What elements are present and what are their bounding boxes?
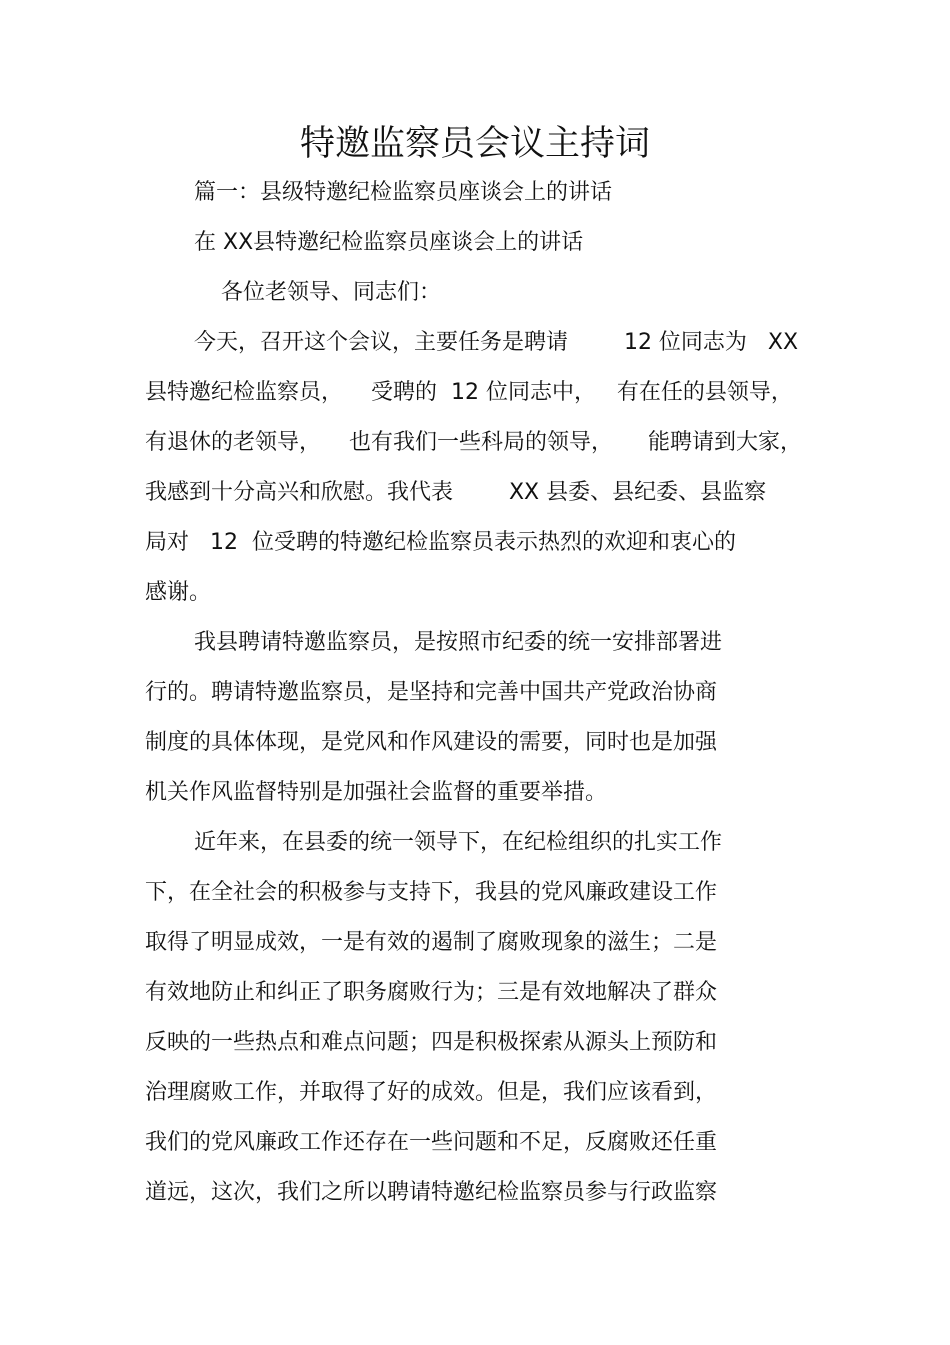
paragraph-line: 今天，召开这个会议，主要任务是聘请 12 位同志为 XX <box>194 330 799 355</box>
paragraph-line: 治理腐败工作，并取得了好的成效。但是，我们应该看到， <box>145 1080 718 1105</box>
paragraph-line: 近年来，在县委的统一领导下，在纪检组织的扎实工作 <box>194 830 723 855</box>
paragraph-line: 有效地防止和纠正了职务腐败行为；三是有效地解决了群众 <box>145 980 718 1005</box>
paragraph-line: 行的。聘请特邀监察员，是坚持和完善中国共产党政治协商 <box>145 680 718 705</box>
document-subtitle: 篇一：县级特邀纪检监察员座谈会上的讲话 <box>194 180 613 205</box>
paragraph-line: 我县聘请特邀监察员，是按照市纪委的统一安排部署进 <box>194 630 723 655</box>
paragraph-line: 我感到十分高兴和欣慰。我代表 XX 县委、县纪委、县监察 <box>145 480 767 505</box>
paragraph-line: 取得了明显成效，一是有效的遏制了腐败现象的滋生；二是 <box>145 930 718 955</box>
salutation: 各位老领导、同志们： <box>221 280 442 305</box>
paragraph-line: 机关作风监督特别是加强社会监督的重要举措。 <box>145 780 608 805</box>
paragraph-line: 有退休的老领导， 也有我们一些科局的领导， 能聘请到大家， <box>145 430 802 455</box>
document-title: 特邀监察员会议主持词 <box>299 124 650 164</box>
paragraph-line: 感谢。 <box>145 580 212 605</box>
paragraph-line: 制度的具体体现，是党风和作风建设的需要，同时也是加强 <box>145 730 718 755</box>
paragraph-line: 我们的党风廉政工作还存在一些问题和不足，反腐败还任重 <box>145 1130 718 1155</box>
paragraph-line: 反映的一些热点和难点问题；四是积极探索从源头上预防和 <box>145 1030 718 1055</box>
paragraph-line: 道远，这次，我们之所以聘请特邀纪检监察员参与行政监察 <box>145 1180 718 1205</box>
paragraph-line: 局对 12 位受聘的特邀纪检监察员表示热烈的欢迎和衷心的 <box>145 530 736 555</box>
paragraph-line: 县特邀纪检监察员， 受聘的 12 位同志中， 有在任的县领导， <box>145 380 793 405</box>
speech-heading: 在 XX县特邀纪检监察员座谈会上的讲话 <box>194 230 584 255</box>
paragraph-line: 下，在全社会的积极参与支持下，我县的党风廉政建设工作 <box>145 880 718 905</box>
